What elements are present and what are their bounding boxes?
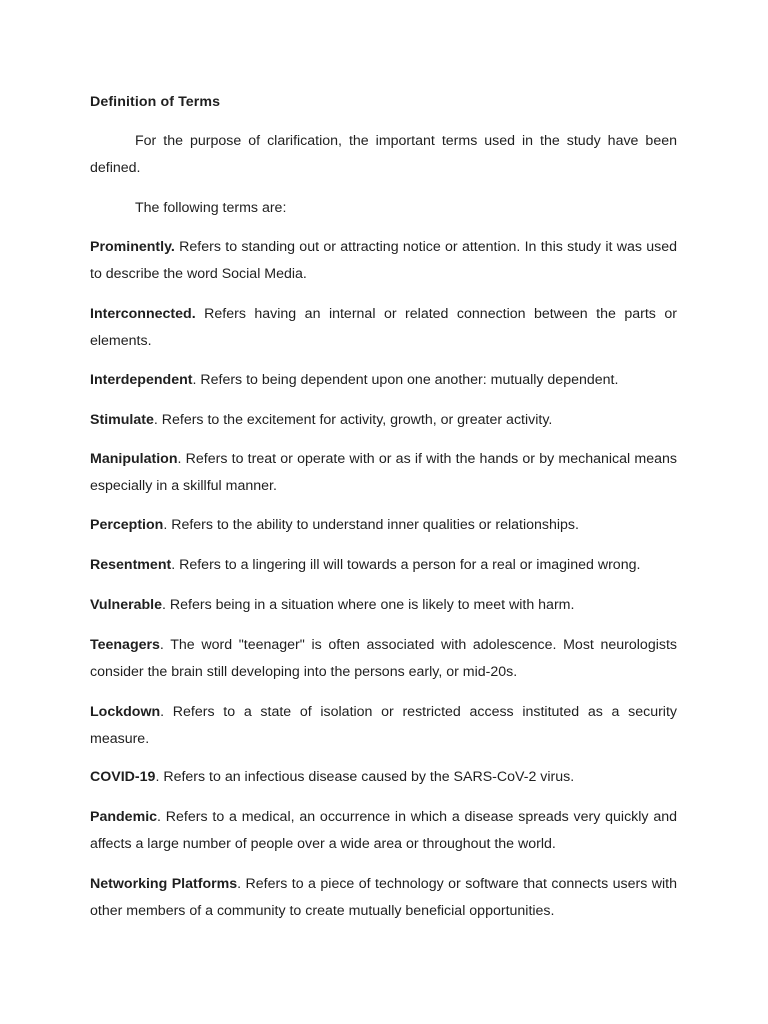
term-definition: . Refers to treat or operate with or as if with the hands or by mechanical means especially in a skillful manner.: [90, 451, 677, 494]
term-name: Interconnected.: [90, 306, 196, 322]
lead-in-paragraph: The following terms are:: [135, 200, 287, 216]
term-definition: . Refers to being dependent upon one another: mutually dependent.: [192, 372, 619, 388]
term-paragraph-networking-platforms: [90, 871, 677, 924]
term-name: Prominently.: [90, 239, 175, 255]
term-name: Manipulation: [90, 451, 178, 467]
term-definition: Refers having an internal or related connection between the parts or elements.: [90, 306, 677, 349]
term-definition: . Refers to a state of isolation or restricted access instituted as a security measure.: [90, 704, 677, 747]
term-paragraph-covid-19: [90, 764, 677, 791]
term-name: Networking Platforms: [90, 876, 238, 892]
term-definition: . The word "teenager" is often associated with adolescence. Most neurologists consider the brain still developing into the persons early, or mid-20s.: [90, 637, 677, 680]
term-definition: . Refers to a medical, an occurrence in which a disease spreads very quickly and affects a large number of people over a wide area or throughout the world.: [90, 809, 677, 852]
term-name: Vulnerable: [90, 597, 163, 613]
term-paragraph-stimulate: [90, 407, 677, 434]
term-name: Stimulate: [90, 412, 154, 428]
term-name: COVID-19: [90, 769, 156, 785]
term-definition: . Refers to a lingering ill will towards a person for a real or imagined wrong.: [171, 557, 641, 573]
document-heading: Definition of Terms: [90, 94, 221, 110]
intro-paragraph: For the purpose of clarification, the important terms used in the study have been defined.: [90, 133, 677, 176]
term-definition: . Refers to a piece of technology or software that connects users with other members of a community to create mutually beneficial opportunities.: [90, 876, 677, 919]
term-paragraph-vulnerable: [90, 592, 677, 619]
term-name: Lockdown: [90, 704, 161, 720]
term-paragraph-teenagers: [90, 632, 677, 685]
term-definition: Refers to standing out or attracting notice or attention. In this study it was used to describe the word Social Media.: [90, 239, 677, 282]
term-paragraph-interconnected: [90, 301, 677, 354]
term-name: Teenagers: [90, 637, 160, 653]
term-paragraph-manipulation: [90, 446, 677, 499]
term-paragraph-perception: [90, 512, 677, 539]
term-paragraph-interdependent: [90, 367, 677, 394]
term-paragraph-resentment: [90, 552, 677, 579]
term-paragraph-pandemic: [90, 804, 677, 857]
term-paragraph-lockdown: [90, 699, 677, 752]
term-name: Perception: [90, 517, 164, 533]
term-definition: . Refers to an infectious disease caused by the SARS-CoV-2 virus.: [155, 769, 575, 785]
term-paragraph-prominently: [90, 234, 677, 287]
term-name: Resentment: [90, 557, 172, 573]
term-name: Interdependent: [90, 372, 193, 388]
term-definition: . Refers to the ability to understand inner qualities or relationships.: [163, 517, 579, 533]
term-name: Pandemic: [90, 809, 158, 825]
term-definition: . Refers being in a situation where one is likely to meet with harm.: [162, 597, 575, 613]
term-definition: . Refers to the excitement for activity, growth, or greater activity.: [153, 412, 553, 428]
